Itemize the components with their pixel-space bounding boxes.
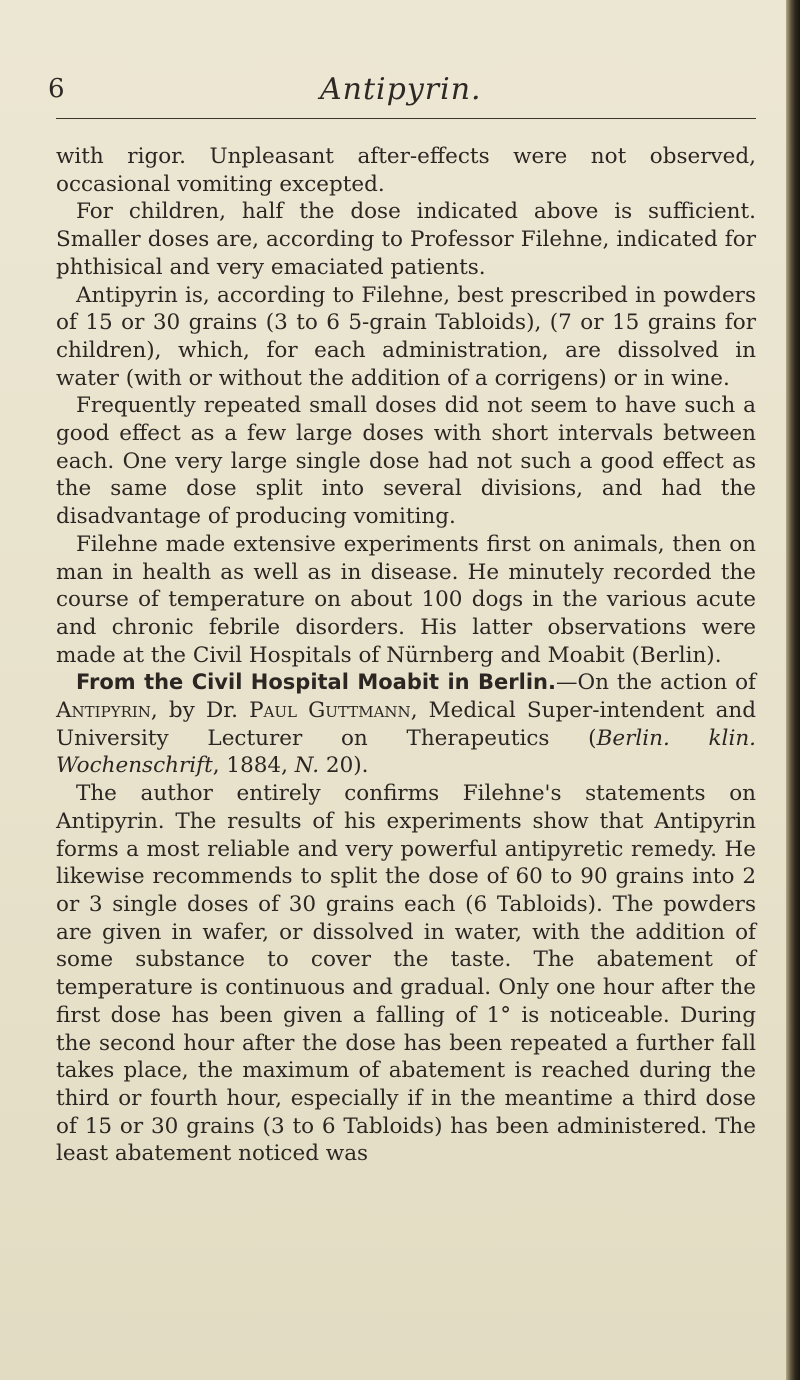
- paragraph-4: Frequently repeated small doses did not seem to have such a good effect as a few large doses with short intervals between each. One very large single dose had not such a good effect as the same dose split into several divisions, and had the disadvantage of producing vomiting.: [56, 393, 756, 530]
- paragraph-1: with rigor. Unpleasant after-effects were not observed, occasional vomiting excepted.: [56, 144, 756, 197]
- page-edge-shadow: [786, 0, 800, 1380]
- running-title: Antipyrin.: [320, 72, 482, 107]
- issue-label: N.: [294, 753, 320, 779]
- p6-text-4: , 1884,: [212, 753, 295, 779]
- heading-dash: —: [555, 670, 578, 696]
- p6-text-3: , Medical Super-intendent and University Lecturer on Therapeutics (: [56, 698, 757, 751]
- paragraph-6: [56, 669, 756, 780]
- page-number: 6: [48, 74, 65, 104]
- paragraph-3: Antipyrin is, according to Filehne, best prescribed in powders of 15 or 30 grains (3 to 6 5-grain Tabloids), (7 or 15 grains for children), which, for each administration, are dissolved in water (with or without the addition of a corrigens) or in wine.: [56, 282, 756, 391]
- section-heading: From the Civil Hospital Moabit in Berlin.: [76, 670, 556, 695]
- body-text: [56, 143, 756, 1168]
- drug-name: Antipyrin: [56, 698, 151, 724]
- paragraph-5: Filehne made extensive experiments first on animals, then on man in health as well as in disease. He minutely recorded the course of temperature on about 100 dogs in the various acute and chronic febrile disorders. His latter observations were made at the Civil Hospitals of Nürnberg and Moabit (Berlin).: [56, 531, 756, 668]
- page-header: [0, 60, 786, 110]
- header-rule: [56, 118, 756, 119]
- p6-text-5: 20).: [319, 753, 369, 779]
- paragraph-2: For children, half the dose indicated above is sufficient. Smaller doses are, according to Professor Filehne, indicated for phthisical and very emaciated patients.: [56, 199, 756, 280]
- p6-text-1: On the action of: [577, 670, 756, 696]
- author-name: Paul Guttmann: [249, 698, 411, 724]
- journal-title: Berlin. klin. Wochenschrift: [56, 725, 756, 779]
- p6-text-2: , by Dr.: [150, 698, 250, 724]
- paragraph-7: The author entirely confirms Filehne's statements on Antipyrin. The results of his experiments show that Antipyrin forms a most reliable and very powerful antipyretic remedy. He likewise recommends to split the dose of 60 to 90 grains into 2 or 3 single doses of 30 grains each (6 Tabloids). The powders are given in wafer, or dissolved in water, with the addition of some substance to cover the taste. The abatement of temperature is continuous and gradual. Only one hour after the first dose has been given a falling of 1° is noticeable. During the second hour after the dose has been repeated a further fall takes place, the maximum of abatement is reached during the third or fourth hour, especially if in the meantime a third dose of 15 or 30 grains (3 to 6 Tabloids) has been administered. The least abatement noticed was: [56, 781, 756, 1167]
